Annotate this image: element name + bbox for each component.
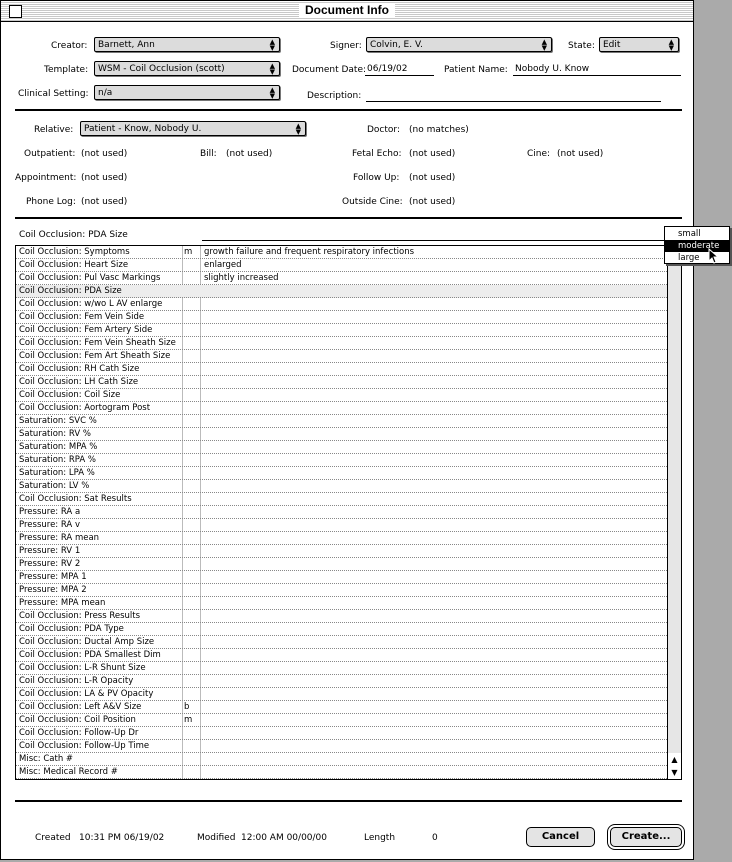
row-flag: m xyxy=(184,247,193,257)
table-row[interactable] xyxy=(16,701,667,714)
table-row[interactable] xyxy=(16,584,667,597)
table-row[interactable] xyxy=(16,272,667,285)
outside-cine-label: Outside Cine: xyxy=(342,197,403,207)
appointment-value[interactable]: (not used) xyxy=(81,173,128,183)
table-row[interactable] xyxy=(16,467,667,480)
vertical-scrollbar[interactable] xyxy=(667,246,681,779)
row-field-name: Coil Occlusion: Follow-Up Time xyxy=(19,741,150,751)
table-row[interactable] xyxy=(16,753,667,766)
creator-popup[interactable] xyxy=(94,37,280,52)
table-row[interactable] xyxy=(16,506,667,519)
row-field-name: Saturation: RPA % xyxy=(19,455,96,465)
table-row[interactable] xyxy=(16,363,667,376)
table-row[interactable] xyxy=(16,311,667,324)
window-title: Document Info xyxy=(299,3,395,18)
appointment-label: Appointment: xyxy=(15,173,77,183)
divider xyxy=(15,217,682,219)
cancel-button[interactable]: Cancel xyxy=(526,827,595,847)
table-row[interactable] xyxy=(16,675,667,688)
table-row[interactable] xyxy=(16,727,667,740)
length-value: 0 xyxy=(432,833,438,843)
relative-value: Patient - Know, Nobody U. xyxy=(84,124,202,134)
relative-popup[interactable] xyxy=(80,121,306,136)
title-bar[interactable] xyxy=(1,1,693,22)
creator-label: Creator: xyxy=(51,41,88,51)
table-row[interactable] xyxy=(16,259,667,272)
row-field-name: Coil Occlusion: Symptoms xyxy=(19,247,130,257)
row-field-name: Coil Occlusion: L-R Shunt Size xyxy=(19,663,146,673)
description-label: Description: xyxy=(307,91,362,101)
table-row[interactable] xyxy=(16,740,667,753)
outpatient-value[interactable]: (not used) xyxy=(81,149,128,159)
table-row[interactable] xyxy=(16,415,667,428)
table-row[interactable] xyxy=(16,324,667,337)
signer-value: Colvin, E. V. xyxy=(370,40,423,50)
mouse-cursor-icon xyxy=(708,248,720,264)
row-field-name: Coil Occlusion: Fem Art Sheath Size xyxy=(19,351,171,361)
row-value: enlarged xyxy=(204,260,242,270)
clinical-setting-value: n/a xyxy=(98,88,113,98)
outpatient-label: Outpatient: xyxy=(24,149,76,159)
row-field-name: Coil Occlusion: Fem Vein Sheath Size xyxy=(19,338,176,348)
row-field-name: Pressure: RA mean xyxy=(19,533,100,543)
bill-value[interactable]: (not used) xyxy=(226,149,273,159)
table-row[interactable] xyxy=(16,519,667,532)
table-row[interactable] xyxy=(16,766,667,779)
bill-label: Bill: xyxy=(200,149,217,159)
table-row[interactable] xyxy=(16,610,667,623)
table-row[interactable] xyxy=(16,480,667,493)
table-row[interactable] xyxy=(16,688,667,701)
close-box[interactable] xyxy=(9,5,22,18)
row-field-name: Misc: Cath # xyxy=(19,754,74,764)
row-flag: b xyxy=(184,702,190,712)
table-row[interactable] xyxy=(16,337,667,350)
state-value: Edit xyxy=(603,40,621,50)
table-row[interactable] xyxy=(16,389,667,402)
table-row[interactable] xyxy=(16,532,667,545)
row-value: slightly increased xyxy=(204,273,279,283)
table-row[interactable] xyxy=(16,402,667,415)
modified-value: 12:00 AM 00/00/00 xyxy=(241,833,328,843)
popup-arrows-icon: ▲ ▼ xyxy=(269,86,275,100)
signer-label: Signer: xyxy=(330,41,362,51)
row-field-name: Coil Occlusion: LH Cath Size xyxy=(19,377,139,387)
row-field-name: Coil Occlusion: PDA Size xyxy=(19,286,122,296)
follow-up-label: Follow Up: xyxy=(353,173,400,183)
editor-field-label: Coil Occlusion: PDA Size xyxy=(19,230,128,240)
doctor-value[interactable]: (no matches) xyxy=(409,125,469,135)
row-field-name: Coil Occlusion: Ductal Amp Size xyxy=(19,637,155,647)
row-field-name: Saturation: SVC % xyxy=(19,416,97,426)
table-row[interactable] xyxy=(16,441,667,454)
row-field-name: Coil Occlusion: Follow-Up Dr xyxy=(19,728,139,738)
table-row[interactable] xyxy=(16,571,667,584)
table-row[interactable] xyxy=(16,350,667,363)
row-field-name: Pressure: MPA 2 xyxy=(19,585,87,595)
template-value: WSM - Coil Occlusion (scott) xyxy=(98,64,225,74)
doctor-label: Doctor: xyxy=(367,125,400,135)
clinical-setting-popup[interactable] xyxy=(94,85,280,100)
table-row[interactable] xyxy=(16,597,667,610)
row-field-name: Coil Occlusion: LA & PV Opacity xyxy=(19,689,154,699)
popup-arrows-icon: ▲ ▼ xyxy=(269,62,275,76)
length-label: Length xyxy=(364,833,396,843)
row-field-name: Pressure: RA v xyxy=(19,520,80,530)
phone-log-value[interactable]: (not used) xyxy=(81,197,128,207)
row-field-name: Saturation: LPA % xyxy=(19,468,95,478)
create-button[interactable]: Create... xyxy=(610,827,682,847)
state-label: State: xyxy=(568,41,595,51)
fields-table xyxy=(15,245,682,780)
row-field-name: Coil Occlusion: PDA Smallest Dim xyxy=(19,650,161,660)
document-date-field[interactable]: 06/19/02 xyxy=(365,63,434,76)
divider xyxy=(15,109,682,111)
table-row[interactable] xyxy=(16,649,667,662)
popup-arrows-icon: ▲ ▼ xyxy=(269,38,275,52)
row-field-name: Coil Occlusion: Pul Vasc Markings xyxy=(19,273,161,283)
row-flag: m xyxy=(184,715,193,725)
row-field-name: Misc: Medical Record # xyxy=(19,767,118,777)
row-value: growth failure and frequent respiratory infections xyxy=(204,247,415,257)
scroll-up-arrow-icon[interactable]: ▲ xyxy=(668,753,681,766)
editor-field-input[interactable] xyxy=(202,228,665,241)
table-row[interactable] xyxy=(16,662,667,675)
row-field-name: Coil Occlusion: w/wo L AV enlarge xyxy=(19,299,163,309)
row-field-name: Coil Occlusion: Sat Results xyxy=(19,494,132,504)
row-field-name: Saturation: RV % xyxy=(19,429,91,439)
table-row[interactable] xyxy=(16,636,667,649)
table-row[interactable] xyxy=(16,428,667,441)
popup-arrows-icon: ▲ ▼ xyxy=(668,38,674,52)
table-row[interactable] xyxy=(16,246,667,259)
menu-item-1[interactable]: moderate xyxy=(665,240,729,252)
row-field-name: Saturation: MPA % xyxy=(19,442,98,452)
template-popup[interactable] xyxy=(94,61,280,76)
signer-popup[interactable] xyxy=(366,37,552,52)
row-field-name: Coil Occlusion: Heart Size xyxy=(19,260,129,270)
row-field-name: Coil Occlusion: RH Cath Size xyxy=(19,364,140,374)
creator-value: Barnett, Ann xyxy=(98,40,155,50)
row-field-name: Coil Occlusion: PDA Type xyxy=(19,624,124,634)
modified-label: Modified xyxy=(197,833,236,843)
table-row[interactable] xyxy=(16,454,667,467)
scroll-down-arrow-icon[interactable]: ▼ xyxy=(668,766,681,779)
follow-up-value[interactable]: (not used) xyxy=(409,173,456,183)
row-field-name: Pressure: RV 2 xyxy=(19,559,81,569)
row-field-name: Pressure: MPA mean xyxy=(19,598,106,608)
table-row[interactable] xyxy=(16,285,667,298)
created-value: 10:31 PM 06/19/02 xyxy=(79,833,165,843)
menu-item-2[interactable]: large xyxy=(678,253,700,263)
cine-value[interactable]: (not used) xyxy=(557,149,604,159)
table-row[interactable] xyxy=(16,493,667,506)
document-date-label: Document Date: xyxy=(292,65,367,75)
patient-name-field[interactable]: Nobody U. Know xyxy=(513,63,681,76)
row-field-name: Pressure: MPA 1 xyxy=(19,572,87,582)
state-popup[interactable] xyxy=(599,37,679,52)
row-field-name: Coil Occlusion: Coil Position xyxy=(19,715,136,725)
phone-log-label: Phone Log: xyxy=(26,197,76,207)
row-field-name: Coil Occlusion: Aortogram Post xyxy=(19,403,151,413)
row-field-name: Coil Occlusion: Press Results xyxy=(19,611,141,621)
menu-item-0[interactable]: small xyxy=(678,229,701,239)
table-row[interactable] xyxy=(16,623,667,636)
clinical-setting-label: Clinical Setting: xyxy=(18,89,89,99)
template-label: Template: xyxy=(44,65,89,75)
popup-arrows-icon: ▲ ▼ xyxy=(295,122,301,136)
pda-size-menu xyxy=(664,226,730,264)
cine-label: Cine: xyxy=(527,149,551,159)
divider xyxy=(15,800,682,802)
row-field-name: Coil Occlusion: Fem Artery Side xyxy=(19,325,153,335)
row-field-name: Coil Occlusion: Fem Vein Side xyxy=(19,312,145,322)
row-field-name: Pressure: RA a xyxy=(19,507,81,517)
row-field-name: Coil Occlusion: Left A&V Size xyxy=(19,702,142,712)
outside-cine-value[interactable]: (not used) xyxy=(409,197,456,207)
row-field-name: Coil Occlusion: Coil Size xyxy=(19,390,121,400)
table-row[interactable] xyxy=(16,558,667,571)
fetal-echo-label: Fetal Echo: xyxy=(352,149,402,159)
description-field[interactable] xyxy=(366,89,661,102)
table-row[interactable] xyxy=(16,714,667,727)
table-row[interactable] xyxy=(16,376,667,389)
relative-label: Relative: xyxy=(34,125,74,135)
table-row[interactable] xyxy=(16,298,667,311)
popup-arrows-icon: ▲ ▼ xyxy=(541,38,547,52)
row-field-name: Coil Occlusion: L-R Opacity xyxy=(19,676,134,686)
created-label: Created xyxy=(35,833,71,843)
patient-name-label: Patient Name: xyxy=(444,65,508,75)
table-row[interactable] xyxy=(16,545,667,558)
row-field-name: Pressure: RV 1 xyxy=(19,546,81,556)
row-field-name: Saturation: LV % xyxy=(19,481,90,491)
fetal-echo-value[interactable]: (not used) xyxy=(409,149,456,159)
